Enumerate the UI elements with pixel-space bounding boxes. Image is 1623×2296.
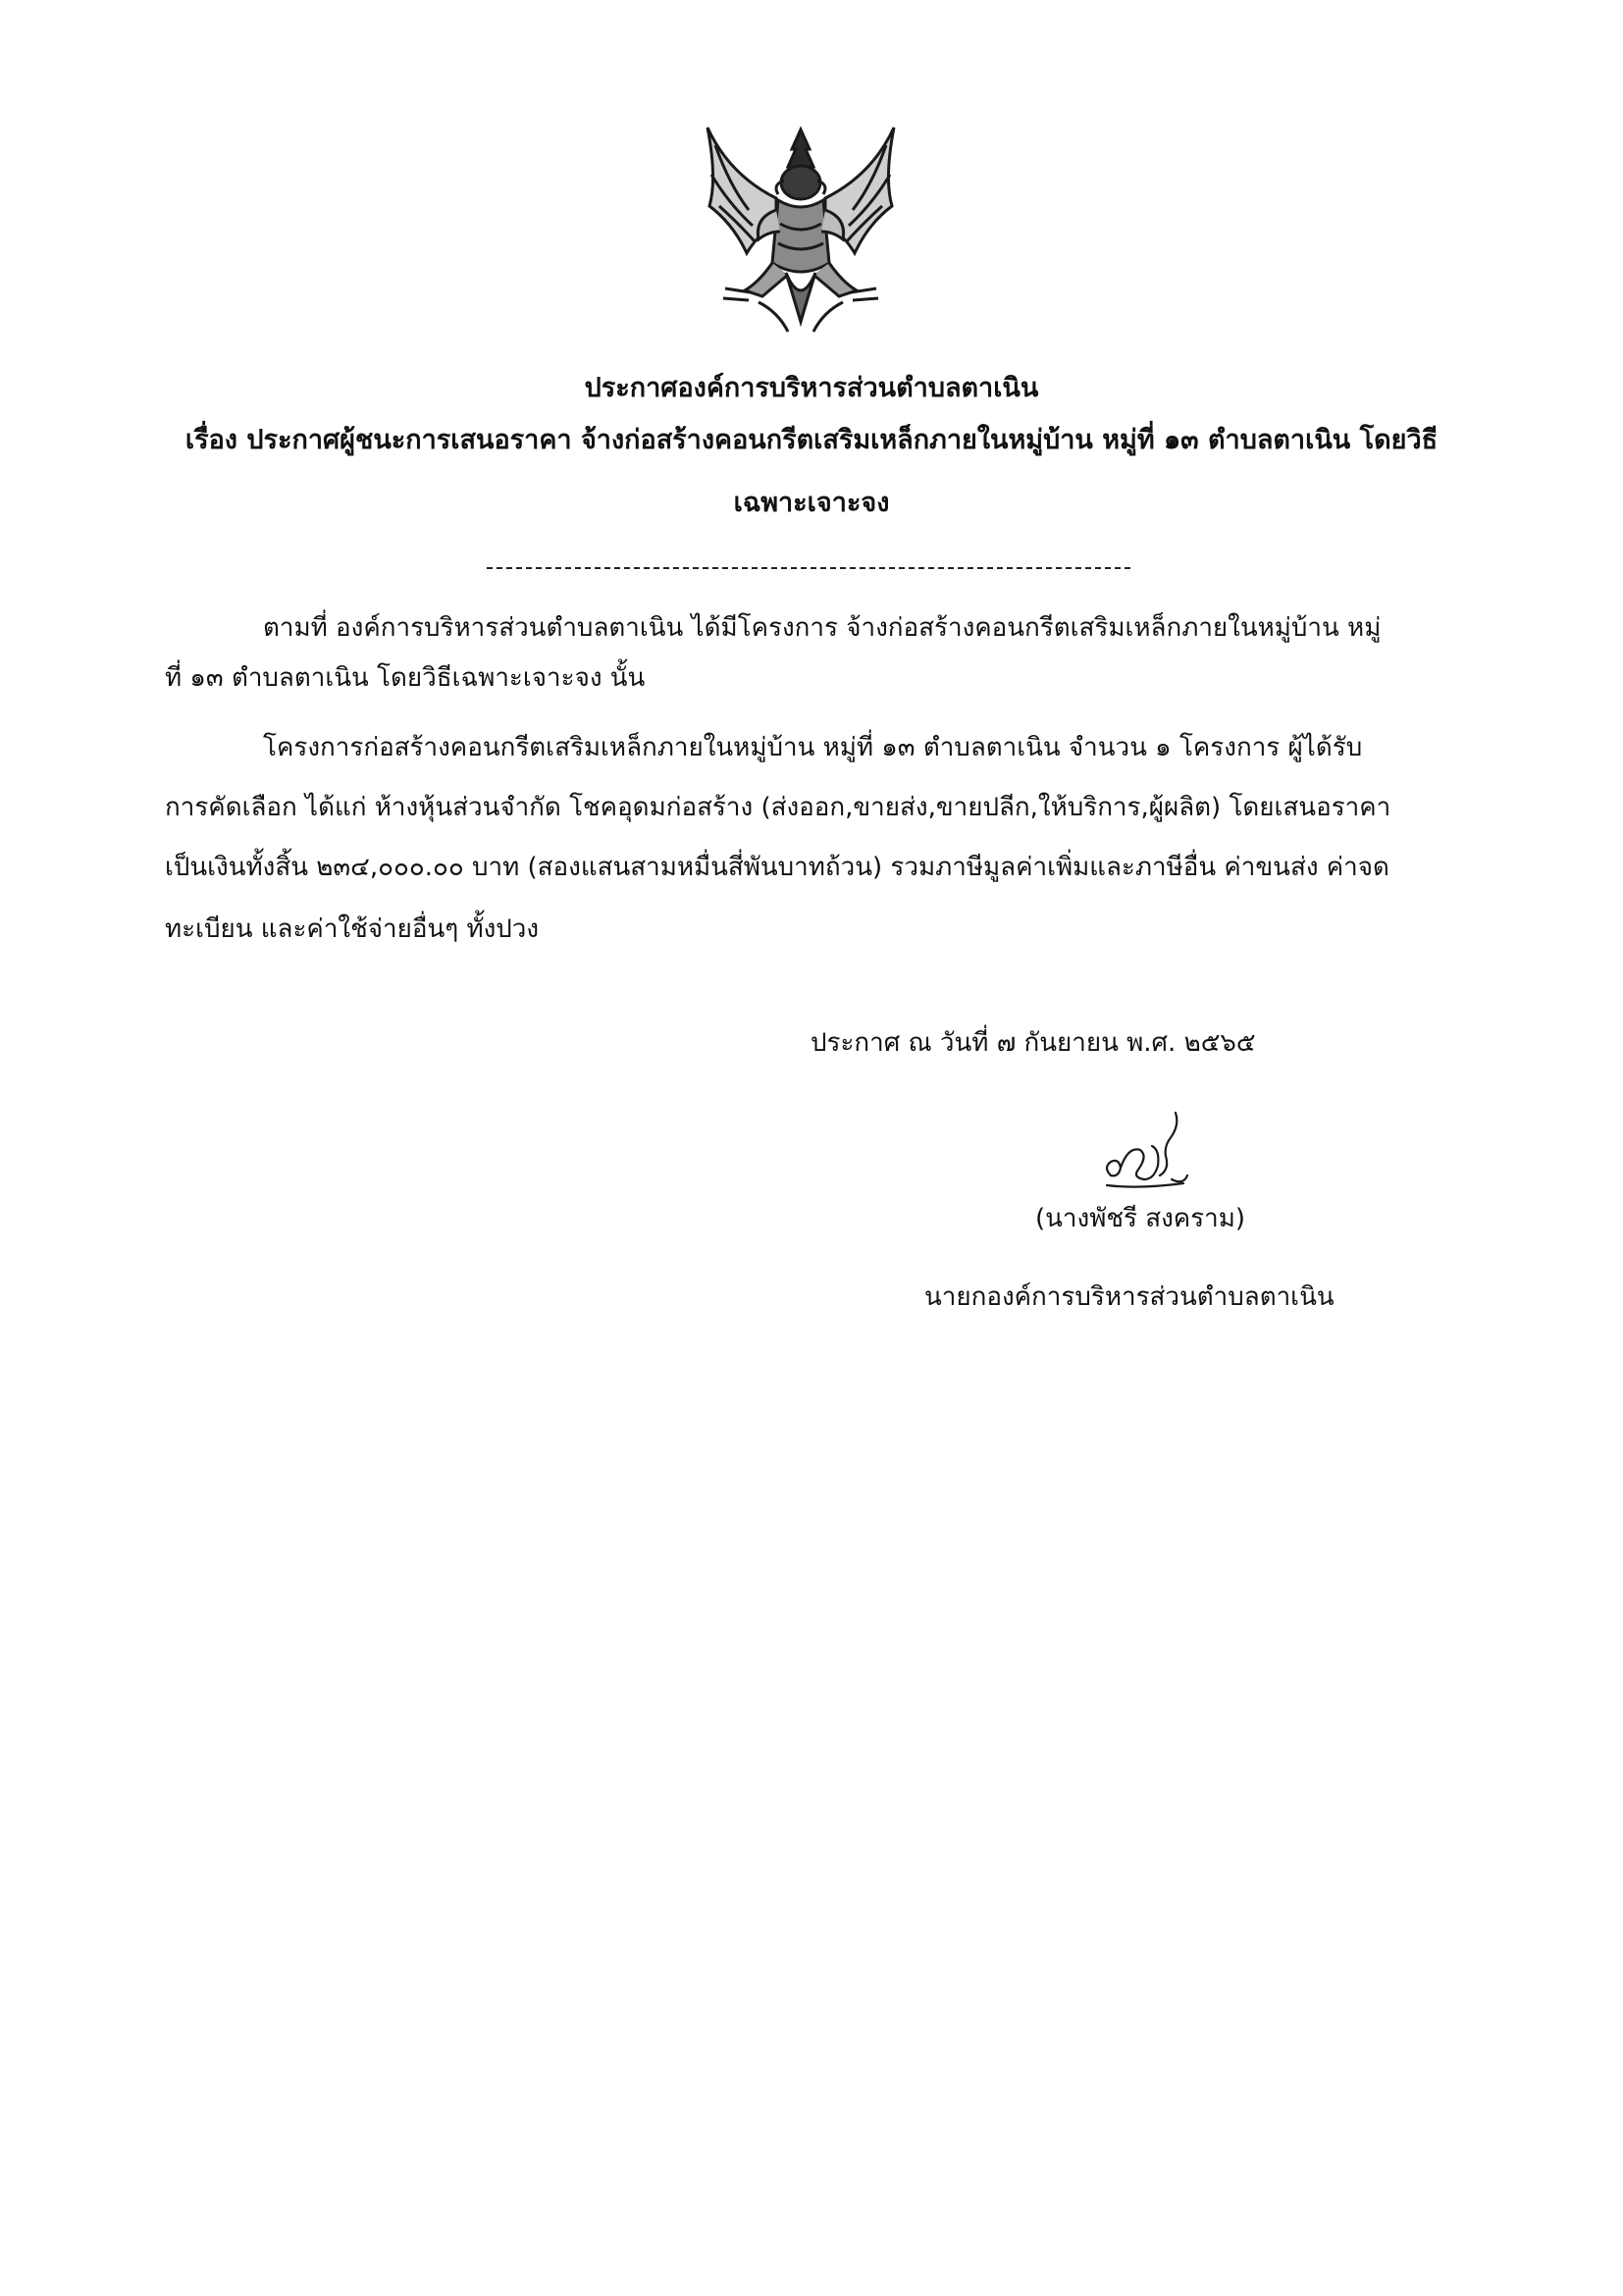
- signer-name: (นางพัชรี สงคราม): [1035, 1204, 1246, 1233]
- paragraph-2-line-2: การคัดเลือก ได้แก่ ห้างหุ้นส่วนจำกัด โชคอุดมก่อสร้าง (ส่งออก,ขายส่ง,ขายปลีก,ให้บริการ,ผู้ผลิต) โดยเสนอราคา: [165, 793, 1391, 822]
- subject-heading-continued: เฉพาะเจาะจง: [733, 488, 890, 518]
- garuda-emblem-icon: [690, 116, 912, 343]
- announcement-date: ประกาศ ณ วันที่ ๗ กันยายน พ.ศ. ๒๕๖๕: [811, 1028, 1256, 1058]
- paragraph-2-line-3: เป็นเงินทั้งสิ้น ๒๓๔,๐๐๐.๐๐ บาท (สองแสนสามหมื่นสี่พันบาทถ้วน) รวมภาษีมูลค่าเพิ่มและภาษีอื่น ค่าขนส่ง ค่าจด: [165, 853, 1389, 882]
- divider-line: [487, 567, 1130, 569]
- paragraph-1-line-1: ตามที่ องค์การบริหารส่วนตำบลตาเนิน ได้มีโครงการ จ้างก่อสร้างคอนกรีตเสริมเหล็กภายในหมู่บ้าน หมู่: [263, 613, 1382, 643]
- paragraph-2-line-4: ทะเบียน และค่าใช้จ่ายอื่นๆ ทั้งปวง: [165, 914, 540, 944]
- paragraph-2-line-1: โครงการก่อสร้างคอนกรีตเสริมเหล็กภายในหมู่บ้าน หมู่ที่ ๑๓ ตำบลตาเนิน จำนวน ๑ โครงการ ผู้ได้รับ: [263, 733, 1363, 762]
- paragraph-1-line-2: ที่ ๑๓ ตำบลตาเนิน โดยวิธีเฉพาะเจาะจง นั้น: [165, 663, 646, 693]
- organization-heading: ประกาศองค์การบริหารส่วนตำบลตาเนิน: [584, 373, 1039, 403]
- subject-heading: เรื่อง ประกาศผู้ชนะการเสนอราคา จ้างก่อสร้างคอนกรีตเสริมเหล็กภายในหมู่บ้าน หมู่ที่ ๑๓ ตำบลตาเนิน โดยวิธี: [184, 425, 1439, 455]
- signer-title: นายกองค์การบริหารส่วนตำบลตาเนิน: [924, 1282, 1335, 1312]
- handwritten-signature: [1089, 1107, 1207, 1205]
